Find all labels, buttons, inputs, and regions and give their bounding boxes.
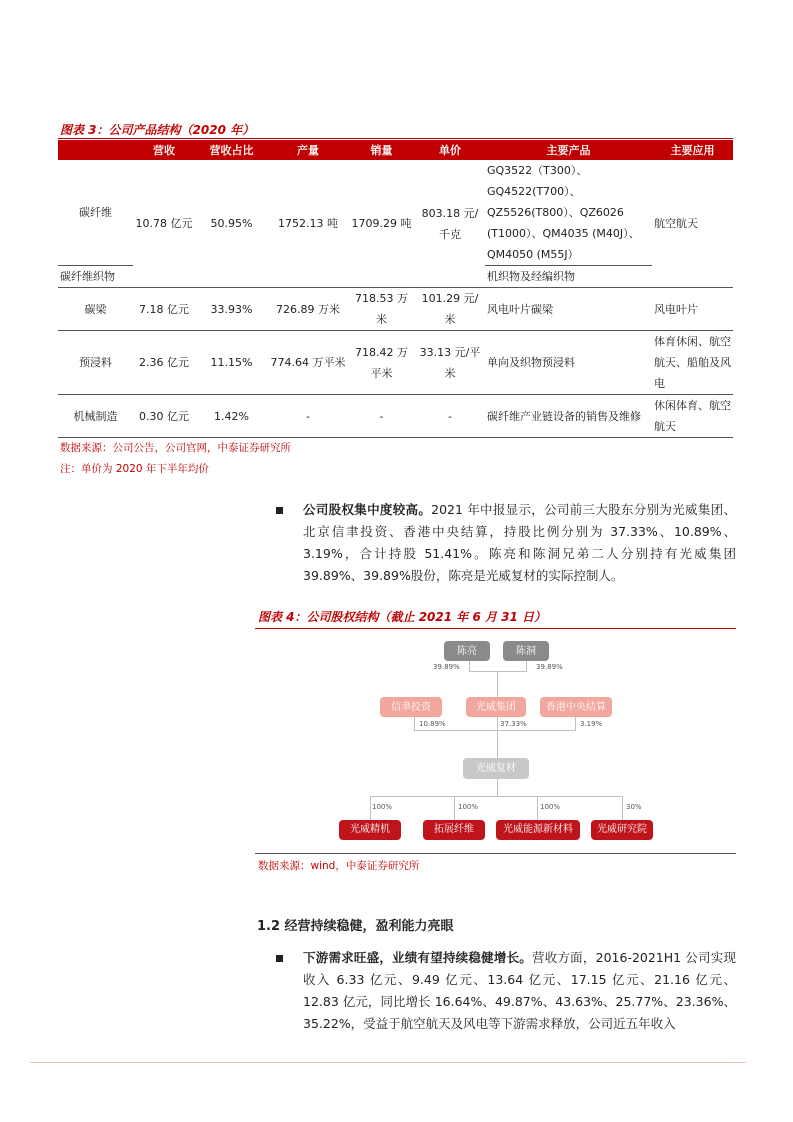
sub-tuozhan-xianwei: 拓展纤维 — [423, 820, 485, 840]
connector-line — [622, 796, 623, 820]
paragraph-ownership — [303, 499, 736, 587]
connector-line — [414, 717, 415, 731]
row-output: 774.64 万平米 — [268, 331, 348, 395]
connector-line — [497, 717, 498, 758]
row-output: - — [268, 395, 348, 438]
paragraph-revenue — [303, 947, 736, 1035]
row-price: 33.13 元/平米 — [415, 331, 485, 395]
row-revenue: 2.36 亿元 — [133, 331, 195, 395]
figure3-source: 数据来源：公司公告，公司官网，中泰证券研究所 — [60, 442, 291, 454]
row-revenue: 0.30 亿元 — [133, 395, 195, 438]
row-application: 体育休闲、航空航天、船舶及风电 — [652, 331, 733, 395]
row-products: 碳纤维产业链设备的销售及维修 — [485, 395, 652, 438]
figure3-title: 图表 3：公司产品结构（2020 年） — [60, 123, 255, 137]
connector-line — [370, 796, 371, 820]
figure3-title-rule — [58, 138, 733, 139]
row-products: 风电叶片碳梁 — [485, 288, 652, 331]
row-price: - — [415, 395, 485, 438]
bullet-icon — [276, 955, 283, 962]
row-products: 单向及织物预浸料 — [485, 331, 652, 395]
row-name: 预浸料 — [58, 331, 133, 395]
sub-guangwei-energy: 光威能源新材料 — [496, 820, 580, 840]
row-share: 33.93% — [195, 288, 268, 331]
row-price: 803.18 元/千克 — [421, 206, 479, 241]
company-guangwei-fucai: 光威复材 — [463, 758, 529, 779]
person-chen-liang: 陈亮 — [444, 641, 490, 661]
row-sales: 718.42 万平米 — [348, 331, 415, 395]
table-row — [58, 331, 733, 395]
row-share: 11.15% — [195, 331, 268, 395]
section-heading: 1.2 经营持续稳健，盈利能力亮眼 — [257, 919, 454, 934]
sub-guangwei-jingji: 光威精机 — [339, 820, 401, 840]
connector-line — [497, 779, 498, 797]
row-revenue: 10.78 亿元 — [135, 217, 193, 230]
figure3-note: 注：单价为 2020 年下半年均价 — [60, 463, 209, 475]
row-application: 休闲体育、航空航天 — [652, 395, 733, 438]
holder-guangwei-group-pct: 37.33% — [500, 720, 527, 728]
paragraph-ownership-lead: 公司股权集中度较高。 — [303, 502, 432, 517]
row-application: 航空航天 — [654, 217, 698, 230]
holder-hkscc: 香港中央结算 — [540, 697, 612, 717]
row-sales: 718.53 万米 — [348, 288, 415, 331]
table-row — [58, 395, 733, 438]
connector-line — [575, 717, 576, 731]
row-sales: - — [348, 395, 415, 438]
connector-line — [370, 796, 623, 797]
row-output: 726.89 万米 — [268, 288, 348, 331]
row-products: GQ3522（T300）、GQ4522(T700）、QZ5526(T800）、QZ6026 (T1000）、QM4035 (M40J）、QM4050 (M55J） — [485, 160, 652, 266]
connector-line — [454, 796, 455, 820]
person-chen-dong: 陈洞 — [503, 641, 549, 661]
row-sales: 1709.29 吨 — [351, 217, 412, 230]
table-row — [58, 288, 733, 331]
paragraph-revenue-lead: 下游需求旺盛，业绩有望持续稳健增长。 — [303, 950, 533, 965]
header-share: 营收占比 — [195, 140, 268, 160]
header-sales: 销量 — [348, 140, 415, 160]
connector-line — [497, 671, 498, 697]
row-name: 碳纤维 — [79, 206, 112, 219]
connector-line — [469, 671, 527, 672]
header-products: 主要产品 — [485, 140, 652, 160]
sub-pct: 30% — [626, 803, 642, 811]
holder-xinyu: 信聿投资 — [380, 697, 442, 717]
row-share: 50.95% — [210, 217, 253, 230]
row-application: 风电叶片 — [652, 288, 733, 331]
sub-guangwei-institute: 光威研究院 — [591, 820, 653, 840]
row-output: 1752.13 吨 — [278, 217, 338, 230]
header-output: 产量 — [268, 140, 348, 160]
figure4-source: 数据来源：wind，中泰证券研究所 — [258, 860, 420, 872]
figure4-title-rule — [255, 628, 736, 629]
header-cell — [58, 140, 133, 160]
table-row — [58, 160, 733, 266]
paragraph-ownership-body: 2021 年中报显示，公司前三大股东分别为光威集团、北京信聿投资、香港中央结算，持股比例分别为 37.33%、10.89%、3.19%，合计持股 51.41%。陈亮和陈洞兄弟二人分别持有光威集团 39.89%、39.89%股份，陈亮是光威复材的实际控制人。 — [303, 502, 736, 583]
paragraph-revenue-body: 营收方面，2016-2021H1 公司实现收入 6.33 亿元、9.49 亿元、13.64 亿元、17.15 亿元、21.16 亿元、12.83 亿元，同比增长 16.64%、49.87%、43.63%、25.77%、23.36%、35.22%，受益于航空航天及风电等下游需求释放，公司近五年收入 — [303, 950, 736, 1031]
sub-pct: 100% — [458, 803, 479, 811]
footer-rule — [30, 1062, 746, 1063]
connector-line — [414, 730, 576, 731]
header-application: 主要应用 — [652, 140, 733, 160]
row-name: 碳梁 — [58, 288, 133, 331]
person-chen-dong-pct: 39.89% — [536, 663, 563, 671]
row-name: 碳纤维织物 — [58, 266, 133, 288]
bullet-icon — [276, 507, 283, 514]
row-price: 101.29 元/米 — [415, 288, 485, 331]
holder-xinyu-pct: 10.89% — [419, 720, 446, 728]
product-structure-table — [58, 140, 733, 438]
sub-pct: 100% — [540, 803, 561, 811]
holder-hkscc-pct: 3.19% — [580, 720, 603, 728]
figure4-bottom-rule — [255, 853, 736, 854]
sub-pct: 100% — [372, 803, 393, 811]
header-revenue: 营收 — [133, 140, 195, 160]
connector-line — [537, 796, 538, 820]
row-name: 机械制造 — [58, 395, 133, 438]
person-chen-liang-pct: 39.89% — [433, 663, 460, 671]
row-products: 机织物及经编织物 — [487, 270, 575, 283]
figure4-title: 图表 4：公司股权结构（截止 2021 年 6 月 31 日） — [258, 610, 547, 624]
header-price: 单价 — [415, 140, 485, 160]
row-revenue: 7.18 亿元 — [133, 288, 195, 331]
holder-guangwei-group: 光威集团 — [466, 697, 526, 717]
row-share: 1.42% — [195, 395, 268, 438]
table-header-row — [58, 140, 733, 160]
